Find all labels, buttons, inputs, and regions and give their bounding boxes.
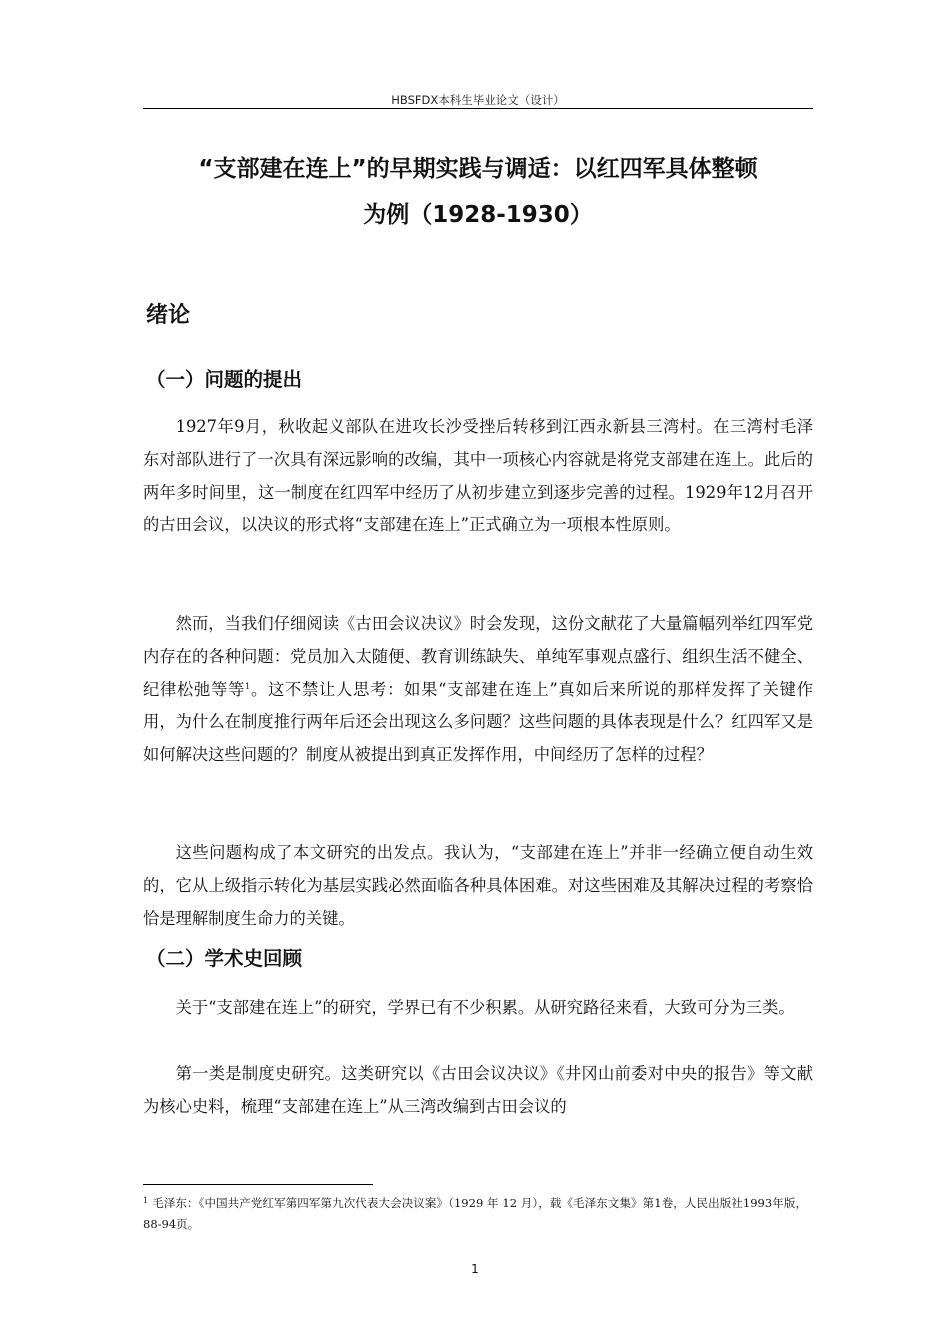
footnote-reference[interactable]: 1: [245, 681, 251, 691]
paragraph-3: 这些问题构成了本文研究的出发点。我认为，“支部建在连上”并非一经确立便自动生效的，它从上级指示转化为基层实践必然面临各种具体困难。对这些困难及其解决过程的考察恰恰是理解制度生命力的关键。: [143, 843, 813, 928]
footnote-marker: 1: [143, 1196, 149, 1205]
paragraph-2-text-b: 。这不禁让人思考：如果“支部建在连上”真如后来所说的那样发挥了关键作用，为什么在制度推行两年后还会出现这么多问题？这些问题的具体表现是什么？红四军又是如何解决这些问题的？制度从被提出到真正发挥作用，中间经历了怎样的过程？: [143, 679, 813, 765]
title-line-2: 为例（1928-1930）: [363, 202, 593, 228]
footnote-text: 毛泽东：《中国共产党红军第四军第九次代表大会决议案》（1929 年 12 月），载《毛泽东文集》第1卷，人民出版社1993年版，88-94页。: [143, 1196, 807, 1231]
running-header: HBSFDX本科生毕业论文（设计）: [391, 93, 565, 107]
paragraph-2-text-a: 然而，当我们仔细阅读《古田会议决议》时会发现，这份文献花了大量篇幅列举红四军党内存在的各种问题：党员加入太随便、教育训练缺失、单纯军事观点盛行、组织生活不健全、纪律松弛等等: [143, 614, 813, 699]
header-divider: [143, 108, 813, 109]
title-line-1: “支部建在连上”的早期实践与调适：以红四军具体整顿: [198, 156, 758, 182]
paragraph-5: 第一类是制度史研究。这类研究以《古田会议决议》《井冈山前委对中央的报告》等文献为核心史料，梳理“支部建在连上”从三湾改编到古田会议的: [143, 1064, 813, 1116]
paragraph-4: 关于“支部建在连上”的研究，学界已有不少积累。从研究路径来看，大致可分为三类。: [175, 998, 795, 1017]
paragraph-2: [143, 608, 813, 772]
section-heading-introduction: 绪论: [146, 303, 191, 328]
paper-title: [143, 146, 813, 238]
paragraph-1: 1927年9月，秋收起义部队在进攻长沙受挫后转移到江西永新县三湾村。在三湾村毛泽东对部队进行了一次具有深远影响的改编，其中一项核心内容就是将党支部建在连上。此后的两年多时间里，这一制度在红四军中经历了从初步建立到逐步完善的过程。1929年12月召开的古田会议，以决议的形式将“支部建在连上”正式确立为一项根本性原则。: [143, 417, 814, 535]
subsection-heading-literature-review: （二）学术史回顾: [146, 947, 303, 970]
subsection-heading-problem: （一）问题的提出: [146, 368, 303, 391]
page-number: 1: [471, 1262, 479, 1276]
footnote: [143, 1193, 807, 1235]
footnote-divider: [143, 1184, 373, 1185]
